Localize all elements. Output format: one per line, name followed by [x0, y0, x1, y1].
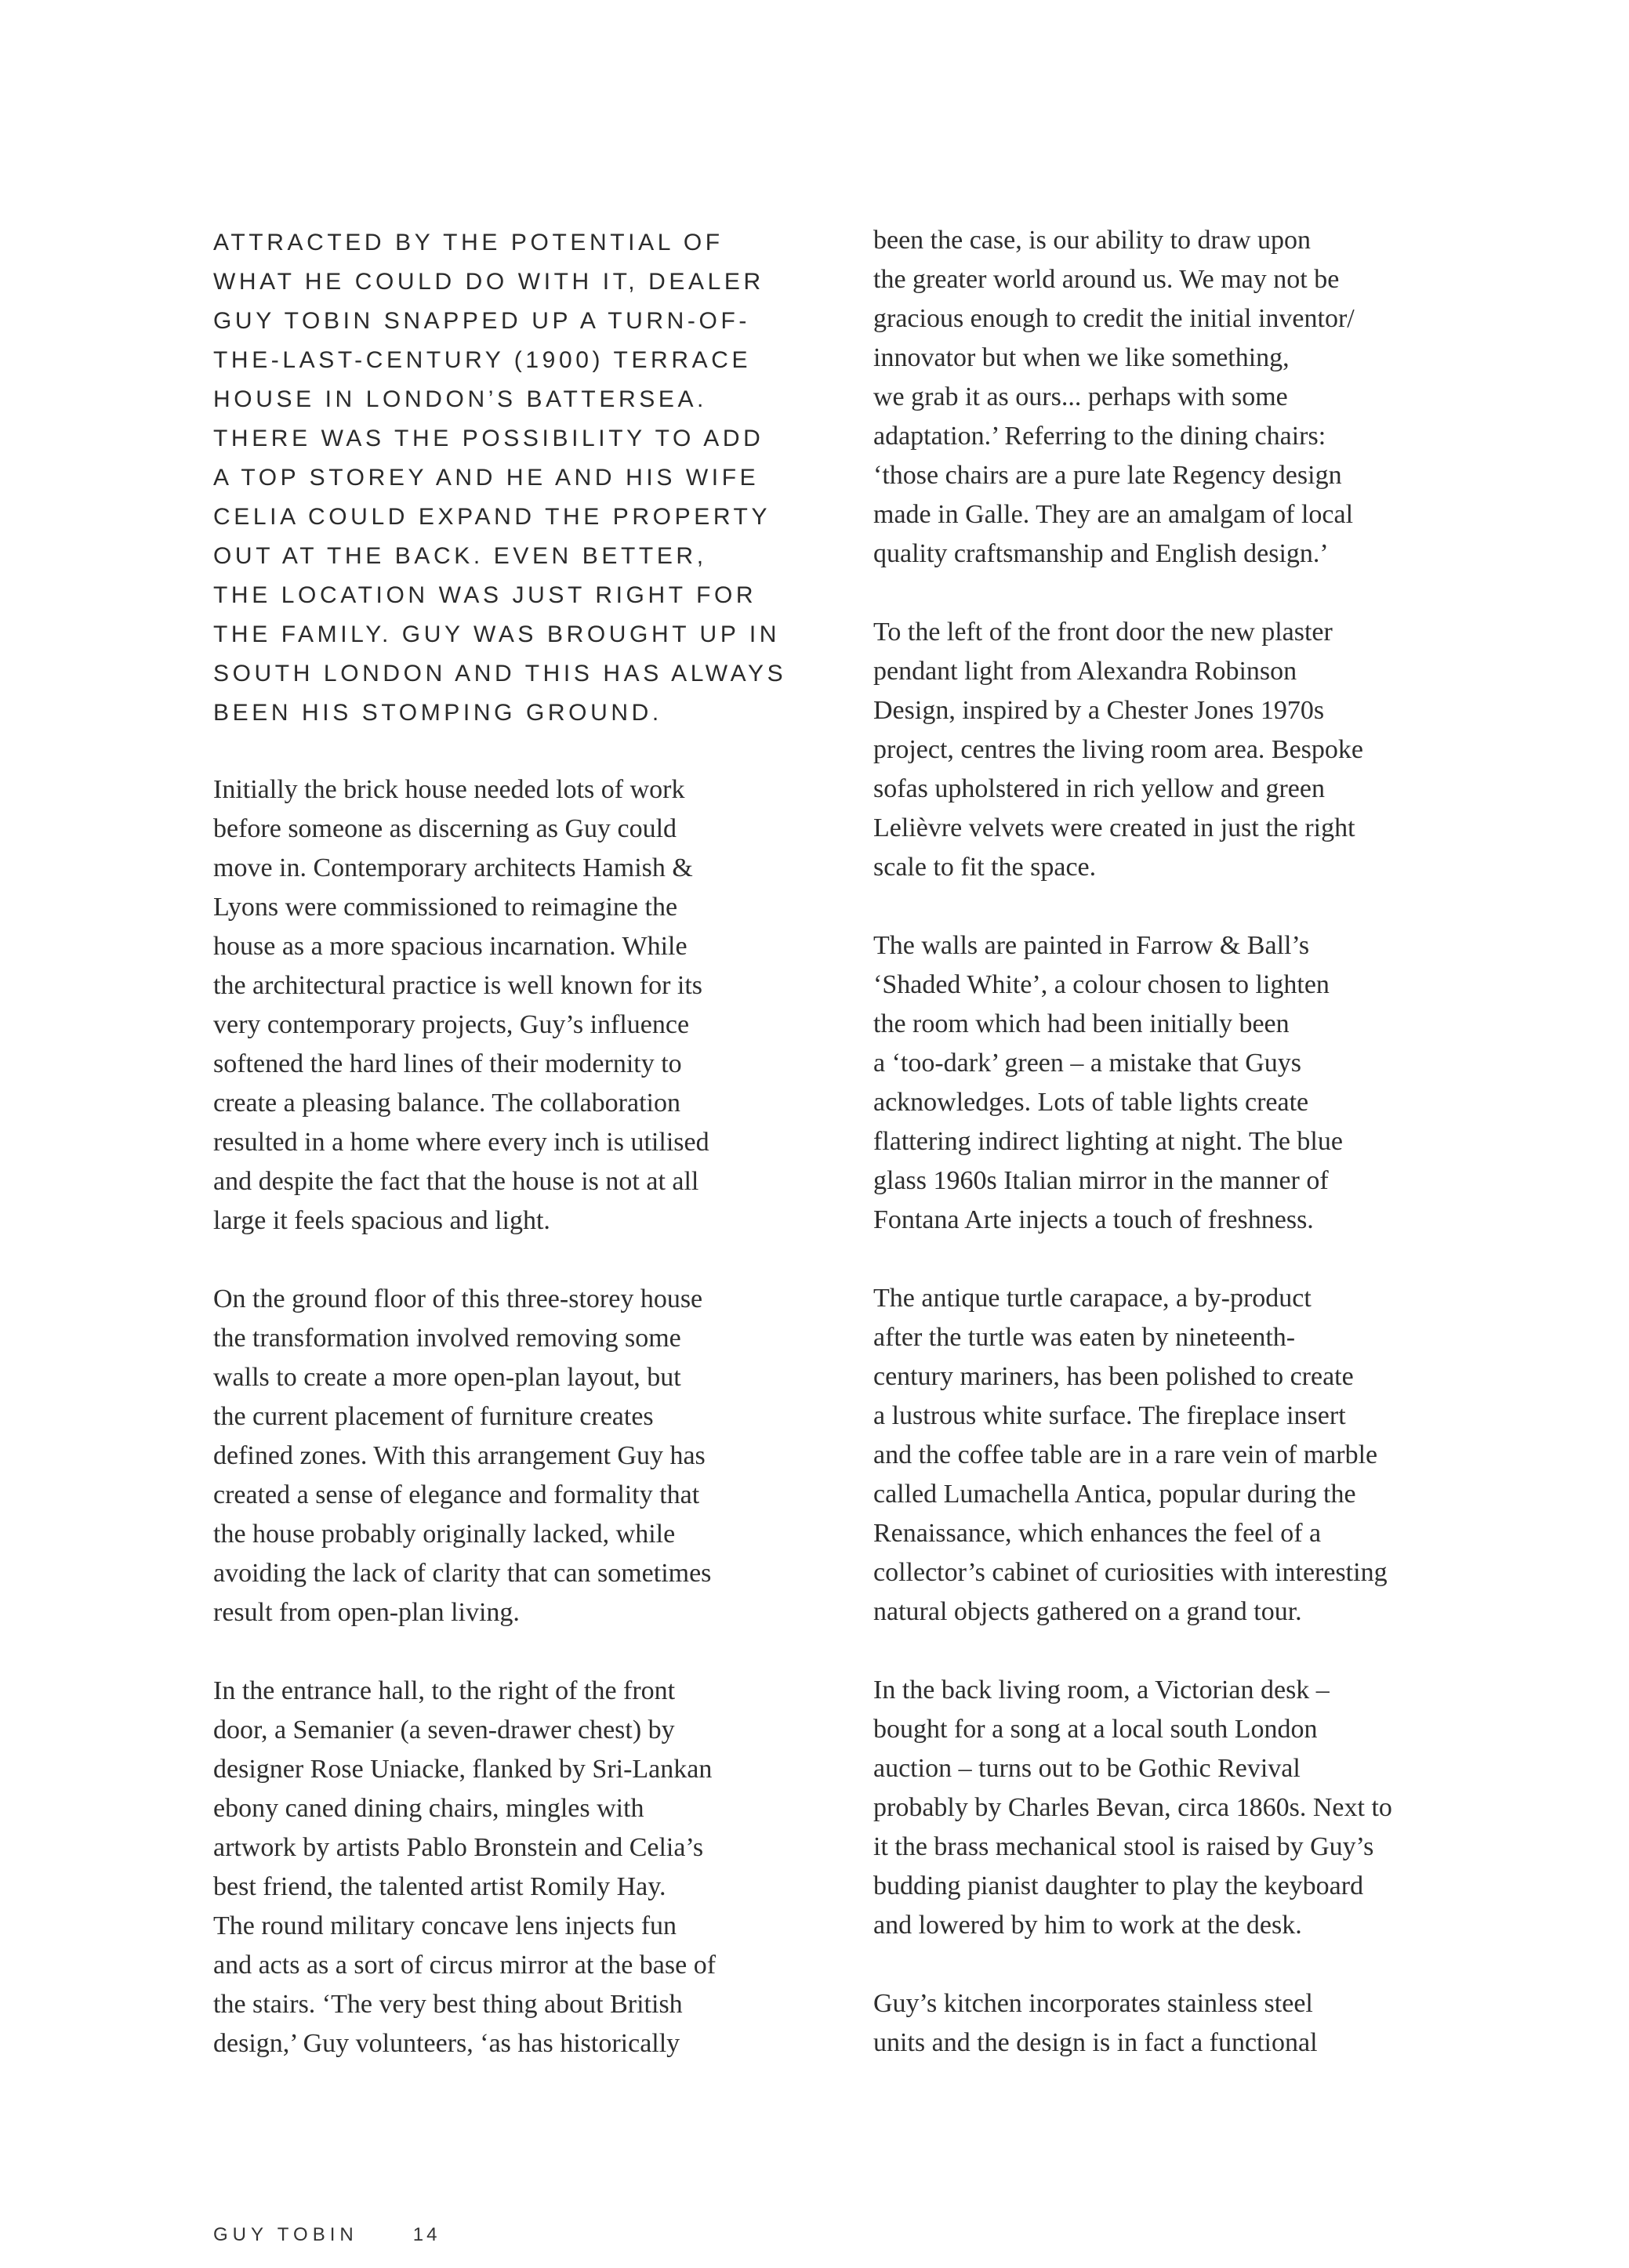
body-paragraph: Initially the brick house needed lots of work before someone as discerning as Guy could move in. Contemporary architects Hamish & Lyons were commissioned to reimagine the house as a more spacious incarnation. While the architectural practice is well known for its very contemporary projects, Guy’s influence softened the hard lines of their modernity to create a pleasing balance. The collaboration resulted in a home where every inch is utilised and despite the fact that the house is not at all large it feels spacious and light.	[213, 775, 709, 1235]
body-paragraph: been the case, is our ability to draw upon the greater world around us. We may not be gracious enough to credit the initial inventor/ innovator but when we like something, we grab it as ours... perhaps with some adaptation.’ Referring to the dining chairs: ‘those chairs are a pure late Regency design made in Galle. They are an amalgam of local quality craftsmanship and English design.’	[873, 226, 1355, 568]
running-title: GUY TOBIN	[213, 2224, 358, 2245]
left-column	[213, 223, 809, 2063]
body-paragraph: The walls are painted in Farrow & Ball’s ‘Shaded White’, a colour chosen to lighten the room which had been initially been a ‘too-dark’ green – a mistake that Guys acknowledges. Lots of table lights create flattering indirect lighting at night. The blue glass 1960s Italian mirror in the manner of Fontana Arte injects a touch of freshness.	[873, 931, 1343, 1234]
intro-paragraph: ATTRACTED BY THE POTENTIAL OF WHAT HE COULD DO WITH IT, DEALER GUY TOBIN SNAPPED UP A TURN-OF- THE-LAST-CENTURY (1900) TERRACE HOUSE IN LONDON’S BATTERSEA. THERE WAS THE POSSIBILITY TO ADD A TOP STOREY AND HE AND HIS WIFE CELIA COULD EXPAND THE PROPERTY OUT AT THE BACK. EVEN BETTER, THE LOCATION WAS JUST RIGHT FOR THE FAMILY. GUY WAS BROUGHT UP IN SOUTH LONDON AND THIS HAS ALWAYS BEEN HIS STOMPING GROUND.	[213, 230, 787, 726]
body-paragraph: In the back living room, a Victorian desk – bought for a song at a local south London auction – turns out to be Gothic Revival probably by Charles Bevan, circa 1860s. Next to it the brass mechanical stool is raised by Guy’s budding pianist daughter to play the keyboard and lowered by him to work at the desk.	[873, 1676, 1392, 1940]
right-column	[873, 221, 1469, 2063]
page-footer	[213, 2224, 440, 2246]
body-paragraph: On the ground floor of this three-storey house the transformation involved removing some walls to create a more open-plan layout, but the current placement of furniture creates defined zones. With this arrangement Guy has created a sense of elegance and formality that the house probably originally lacked, while avoiding the lack of clarity that can sometimes result from open-plan living.	[213, 1284, 712, 1627]
page-number: 14	[412, 2224, 441, 2245]
body-paragraph: Guy’s kitchen incorporates stainless steel units and the design is in fact a functional	[873, 1989, 1318, 2057]
body-paragraph: In the entrance hall, to the right of the front door, a Semanier (a seven-drawer chest) by designer Rose Uniacke, flanked by Sri-Lankan ebony caned dining chairs, mingles with artwork by artists Pablo Bronstein and Celia’s best friend, the talented artist Romily Hay. The round military concave lens injects fun and acts as a sort of circus mirror at the base of the stairs. ‘The very best thing about British design,’ Guy volunteers, ‘as has historically	[213, 1676, 717, 2058]
body-paragraph: The antique turtle carapace, a by-product after the turtle was eaten by nineteenth- century mariners, has been polished to create a lustrous white surface. The fireplace insert and the coffee table are in a rare vein of marble called Lumachella Antica, popular during the Renaissance, which enhances the feel of a collector’s cabinet of curiosities with interesting natural objects gathered on a grand tour.	[873, 1284, 1388, 1626]
body-paragraph: To the left of the front door the new plaster pendant light from Alexandra Robinson Design, inspired by a Chester Jones 1970s project, centres the living room area. Bespoke sofas upholstered in rich yellow and green Lelièvre velvets were created in just the right scale to fit the space.	[873, 618, 1363, 882]
